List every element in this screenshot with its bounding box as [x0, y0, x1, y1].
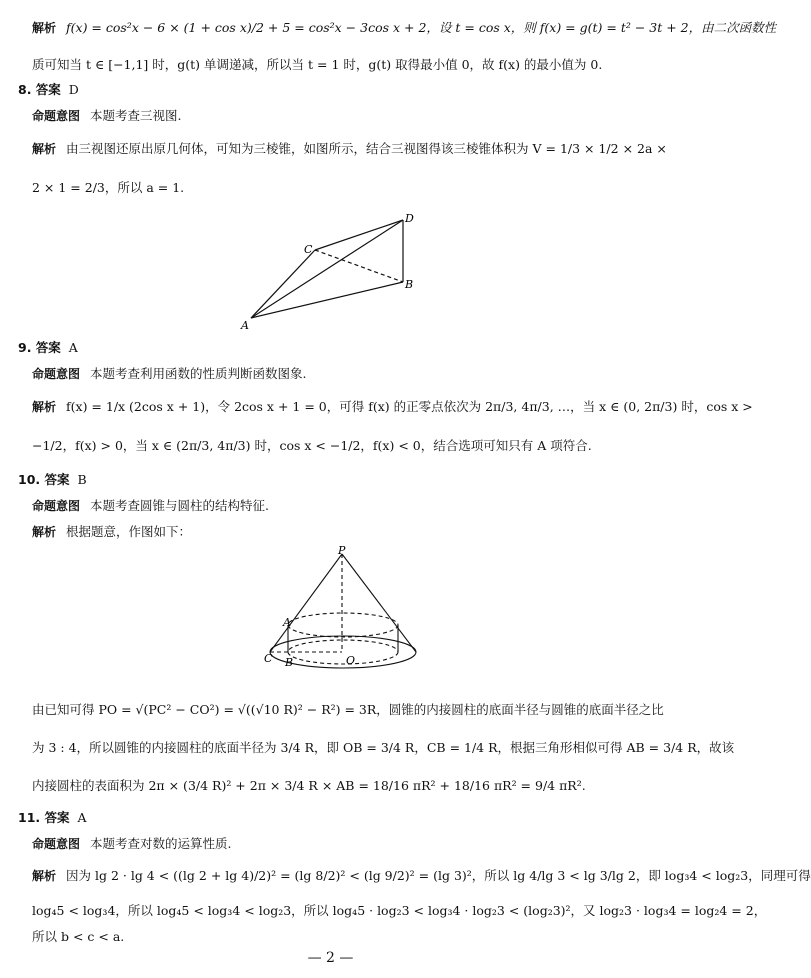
vertex-label-a: A [241, 319, 249, 332]
q8-analysis-line-2: 2 × 1 = 2/3，所以 a = 1. [32, 180, 185, 195]
q9-analysis-line-1: 解析 f(x) = 1/x (2cos x + 1)，令 2cos x + 1 = 0，可得 f(x) 的正零点依次为 2π/3, 4π/3, …，当 x ∈ (0, 2π/3) 时，cos x > [32, 399, 753, 414]
q8-answer: 8. 答案 D [18, 82, 79, 97]
q9-analysis-line-2: −1/2，f(x) > 0，当 x ∈ (2π/3, 4π/3) 时，cos x < −1/2，f(x) < 0，结合选项可知只有 A 项符合. [32, 438, 592, 453]
label-p: P [338, 544, 346, 557]
edge-ab [251, 282, 403, 318]
cylinder-bottom-ellipse [288, 640, 398, 664]
vertex-label-d: D [405, 212, 414, 225]
q11-intent: 命题意图 本题考查对数的运算性质. [32, 836, 232, 851]
vertex-label-b: B [405, 278, 414, 291]
q10-analysis-line-4: 内接圆柱的表面积为 2π × (3/4 R)² + 2π × 3/4 R × AB = 18/16 πR² + 18/16 πR² = 9/4 πR². [32, 778, 586, 793]
q10-analysis-line-1: 解析 根据题意，作图如下： [32, 524, 192, 539]
label-b: B [285, 656, 294, 669]
q11-answer: 11. 答案 A [18, 810, 87, 825]
q11-analysis-line-2: log₄5 < log₃4，所以 log₄5 < log₃4 < log₂3，所以 log₄5 · log₂3 < log₃4 · log₂3 < (log₂3)²，又 log₂3 · log₃4 = log₂4 = 2， [32, 903, 767, 918]
cone-side-left [270, 554, 342, 652]
cone-cylinder-figure [258, 546, 428, 676]
q8-intent: 命题意图 本题考查三视图. [32, 108, 182, 123]
label-o: O [346, 654, 356, 667]
q7-analysis-line-1: 解析 f(x) = cos²x − 6 × (1 + cos x)/2 + 5 = cos²x − 3cos x + 2，设 t = cos x，则 f(x) = g(t) = t² − 3t + 2，由二次函数性 [32, 20, 777, 35]
edge-cb-hidden [315, 250, 403, 282]
q10-answer: 10. 答案 B [18, 472, 87, 487]
q11-analysis-line-3: 所以 b < c < a. [32, 929, 125, 944]
vertex-label-c: C [304, 243, 313, 256]
label-a: A [283, 616, 291, 629]
q11-analysis-line-1: 解析 因为 lg 2 · lg 4 < ((lg 2 + lg 4)/2)² = (lg 8/2)² < (lg 9/2)² = (lg 3)²，所以 lg 4/lg 3 < lg 3/lg 2，即 log₃4 < log₂3，同理可得 [32, 868, 811, 883]
label-c: C [264, 652, 273, 665]
q10-analysis-line-3: 为 3 : 4，所以圆锥的内接圆柱的底面半径为 3/4 R，即 OB = 3/4 R，CB = 1/4 R，根据三角形相似可得 AB = 3/4 R，故该 [32, 740, 735, 755]
q8-analysis-line-1: 解析 由三视图还原出原几何体，可知为三棱锥，如图所示，结合三视图得该三棱锥体积为 V = 1/3 × 1/2 × 2a × [32, 141, 667, 156]
edge-ad [251, 220, 403, 318]
cylinder-top-ellipse [288, 613, 398, 637]
q9-answer: 9. 答案 A [18, 340, 78, 355]
q10-intent: 命题意图 本题考查圆锥与圆柱的结构特征. [32, 498, 269, 513]
pyramid-figure [235, 208, 425, 333]
edge-cd [315, 220, 403, 250]
page-number: — 2 — [307, 950, 354, 966]
cone-side-right [342, 554, 416, 652]
q7-analysis-line-2: 质可知当 t ∈ [−1,1] 时，g(t) 单调递减，所以当 t = 1 时，g(t) 取得最小值 0，故 f(x) 的最小值为 0. [32, 57, 603, 72]
q10-analysis-line-2: 由已知可得 PO = √(PC² − CO²) = √((√10 R)² − R²) = 3R，圆锥的内接圆柱的底面半径与圆锥的底面半径之比 [32, 702, 664, 717]
edge-ac [251, 250, 315, 318]
q9-intent: 命题意图 本题考查利用函数的性质判断函数图象. [32, 366, 307, 381]
